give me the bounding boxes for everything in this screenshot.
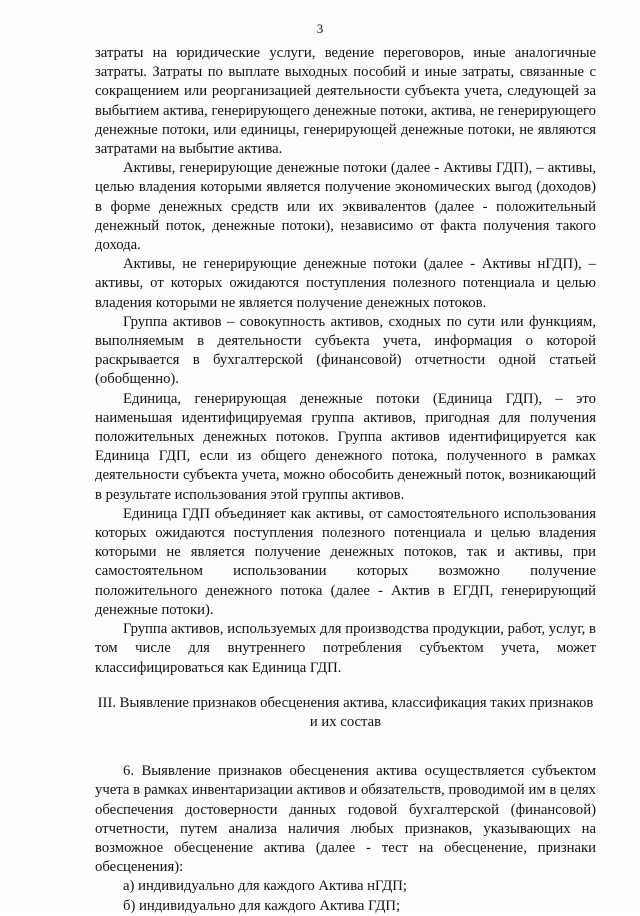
body-text — [95, 44, 596, 916]
paragraph-assets-gdp-definition: Активы, генерирующие денежные потоки (далее - Активы ГДП), – активы, целью владения которыми является получение экономических выгод (доходов) в форме денежных средств или их эквивалентов (далее - положительный денежный поток, денежные потоки), независимо от факта получения такого дохода. — [95, 160, 596, 254]
section-title: III. Выявление признаков обесценения актива, классификация таких признаков и их состав — [97, 694, 594, 730]
paragraph-unit-gdp-classification: Группа активов, используемых для производства продукции, работ, услуг, в том числе для внутреннего потребления субъектом учета, может классифицироваться как Единица ГДП. — [95, 621, 596, 676]
paragraph-unit-gdp-definition: Единица, генерирующая денежные потоки (Единица ГДП), – это наименьшая идентифицируемая группа активов, пригодная для получения положительных денежных потоков. Группа активов идентифицируется как Единица ГДП, если из общего денежного потока, полученного в рамках деятельности субъекта учета, можно обособить денежный поток, возникающий в результате использования этой группы активов. — [95, 390, 596, 503]
page-number: 3 — [316, 21, 324, 36]
paragraph-unit-gdp-composition: Единица ГДП объединяет как активы, от самостоятельного использования которых ожидаются поступления полезного потенциала и целью владения которыми не является получение денежных потоков, так и активы, при самостоятельном использовании которых возможно получение положительного денежного потока (далее - Актив в ЕГДП, генерирующий денежные потоки). — [95, 505, 596, 618]
list-item-b: б) индивидуально для каждого Актива ГДП; — [123, 897, 401, 914]
paragraph-6: 6. Выявление признаков обесценения актива осуществляется субъектом учета в рамках инвентаризации активов и обязательств, проводимой им в целях обеспечения достоверности данных годовой бухгалтерской (финансовой) отчетности, путем анализа наличия любых признаков, указывающих на возможное обесценение актива (далее - тест на обесценение, признаки обесценения): — [95, 763, 596, 876]
paragraph-assets-ngdp-definition: Активы, не генерирующие денежные потоки (далее - Активы нГДП), – активы, от которых ожидаются поступления полезного потенциала и целью владения которыми не является получение денежных потоков. — [95, 256, 596, 311]
list-item-a: а) индивидуально для каждого Актива нГДП; — [123, 878, 407, 895]
paragraph-asset-group-definition: Группа активов – совокупность активов, сходных по сути или функциям, выполняемым в деятельности субъекта учета, информация о которой раскрывается в бухгалтерской (финансовой) отчетности одной статьей (обобщенно). — [95, 313, 596, 388]
paragraph-costs-continuation: затраты на юридические услуги, ведение переговоров, иные аналогичные затраты. Затраты по выплате выходных пособий и иные затраты, связанные с сокращением или реорганизацией деятельности субъекта учета, следующей за выбытием актива, генерирующего денежные потоки, актива, не генерирующего денежные потоки, или единицы, генерирующей денежные потоки, не являются затратами на выбытие актива. — [95, 45, 596, 158]
